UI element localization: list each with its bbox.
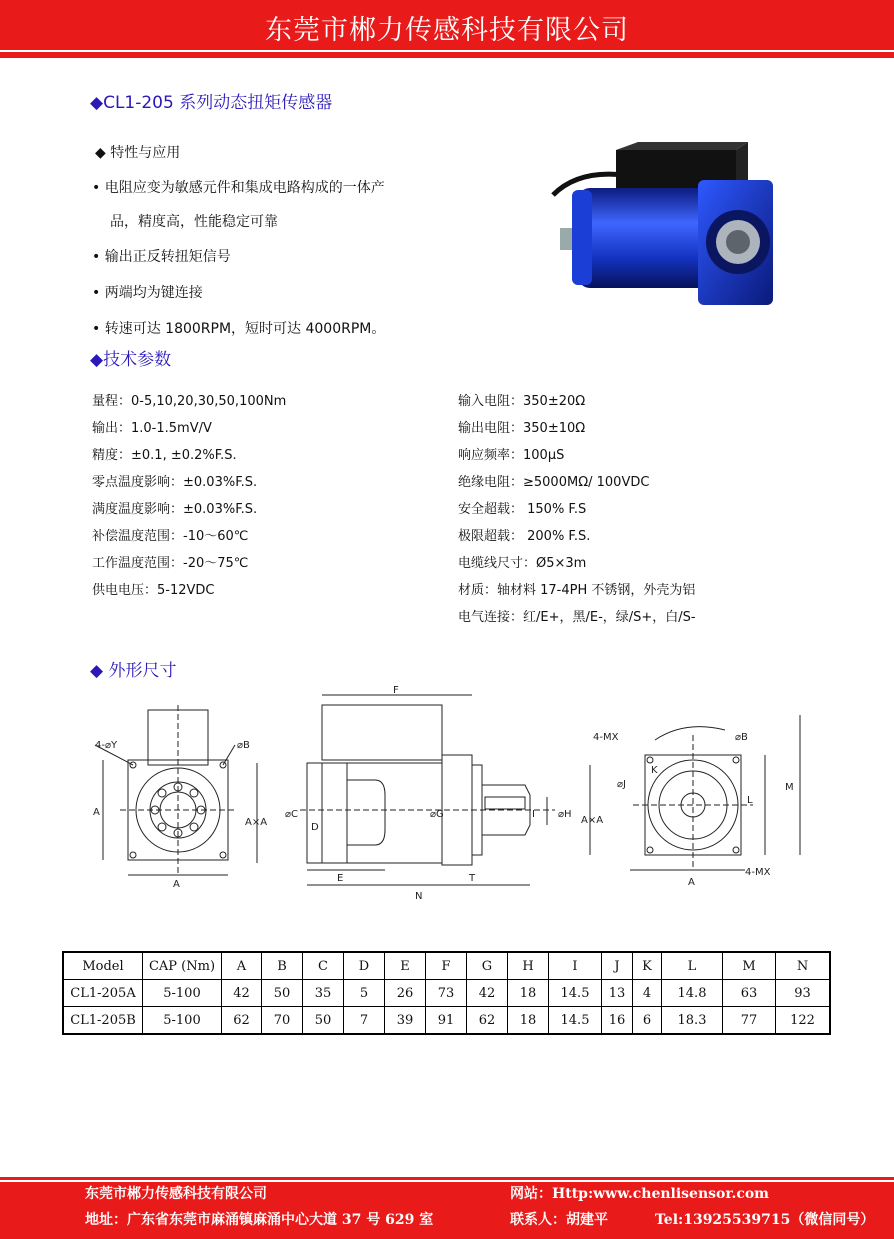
footer-company: 东莞市郴力传感科技有限公司 [85, 1186, 267, 1202]
spec-left: 工作温度范围：-20～75℃ [92, 556, 249, 571]
footer-tel: Tel:13925539715（微信同号） [655, 1212, 875, 1228]
tech-heading: ◆技术参数 [90, 350, 172, 370]
company-title: 东莞市郴力传感科技有限公司 [265, 15, 629, 46]
spec-left: 输出：1.0-1.5mV/V [92, 421, 212, 436]
table-header: N [776, 952, 831, 980]
footer-contact: 联系人：胡建平 [510, 1212, 608, 1228]
table-row [63, 1007, 830, 1035]
table-cell: 63 [723, 980, 776, 1007]
table-cell: 6 [633, 1007, 662, 1035]
table-cell: CL1-205B [63, 1007, 143, 1035]
table-cell: 73 [426, 980, 467, 1007]
table-cell: 18.3 [662, 1007, 723, 1035]
table-cell: 91 [426, 1007, 467, 1035]
footer-website[interactable]: 网站：Http:www.chenlisensor.com [510, 1186, 769, 1202]
spec-left: 量程：0-5,10,20,30,50,100Nm [92, 394, 287, 409]
label-a-right: A [688, 877, 695, 888]
feature-item: 品，精度高，性能稳定可靠 [110, 214, 278, 230]
spec-right: 输出电阻：350±10Ω [458, 421, 586, 436]
table-header: F [426, 952, 467, 980]
table-header: L [662, 952, 723, 980]
table-cell: 35 [303, 980, 344, 1007]
spec-right: 材质：轴材料 17-4PH 不锈钢，外壳为铝 [458, 583, 696, 598]
side-view [257, 695, 590, 885]
table-header: M [723, 952, 776, 980]
label-t: T [469, 873, 476, 884]
table-cell: 26 [385, 980, 426, 1007]
table-cell: 4 [633, 980, 662, 1007]
spec-left: 零点温度影响：±0.03%F.S. [92, 475, 258, 490]
table-header: E [385, 952, 426, 980]
outline-heading: ◆ 外形尺寸 [90, 661, 177, 681]
label-four-mx-bottom: 4-MX [745, 867, 771, 878]
table-cell: 7 [344, 1007, 385, 1035]
table-row [63, 980, 830, 1007]
page-header [0, 0, 894, 58]
spec-left: 满度温度影响：±0.03%F.S. [92, 502, 258, 517]
label-axa-right: A×A [581, 815, 604, 826]
table-header: G [467, 952, 508, 980]
front-view [95, 705, 235, 875]
label-a-bottom: A [173, 879, 180, 890]
flange-view [630, 715, 800, 870]
spec-right: 响应频率：100μS [458, 448, 565, 463]
table-cell: 77 [723, 1007, 776, 1035]
table-cell: 16 [602, 1007, 633, 1035]
table-cell: 39 [385, 1007, 426, 1035]
table-cell: 62 [222, 1007, 262, 1035]
spec-left: 补偿温度范围：-10～60℃ [92, 529, 249, 544]
sensor-photo [548, 140, 778, 310]
table-cell: 42 [222, 980, 262, 1007]
spec-right: 绝缘电阻：≥5000MΩ/ 100VDC [458, 475, 650, 490]
table-cell: 5-100 [143, 1007, 222, 1035]
table-header: J [602, 952, 633, 980]
label-e: E [337, 873, 344, 884]
label-d: D [311, 822, 319, 833]
spec-right: 输入电阻：350±20Ω [458, 394, 586, 409]
label-phi-b: ⌀B [237, 740, 250, 751]
label-n: N [415, 891, 423, 902]
dimension-drawing [85, 685, 815, 915]
table-cell: 5 [344, 980, 385, 1007]
spec-left: 精度：±0.1, ±0.2%F.S. [92, 448, 237, 463]
table-cell: 13 [602, 980, 633, 1007]
feature-item: • 电阻应变为敏感元件和集成电路构成的一体产 [92, 180, 385, 196]
label-i: I [532, 809, 535, 820]
label-four-y: 4-⌀Y [95, 740, 118, 751]
table-header: Model [63, 952, 143, 980]
label-phi-g: ⌀G [430, 809, 444, 820]
spec-left: 供电电压：5-12VDC [92, 583, 215, 598]
table-header-row [63, 952, 830, 980]
table-cell: 93 [776, 980, 831, 1007]
feature-item: • 两端均为键连接 [92, 285, 203, 301]
table-cell: 5-100 [143, 980, 222, 1007]
feature-item: • 输出正反转扭矩信号 [92, 249, 231, 265]
label-phi-h: ⌀H [558, 809, 572, 820]
label-m: M [785, 782, 794, 793]
table-header: CAP (Nm) [143, 952, 222, 980]
footer-address: 地址：广东省东莞市麻涌镇麻涌中心大道 37 号 629 室 [85, 1212, 434, 1228]
table-header: H [508, 952, 549, 980]
table-cell: 14.8 [662, 980, 723, 1007]
label-four-mx-top: 4-MX [593, 732, 619, 743]
spec-right: 极限超载： 200% F.S. [458, 529, 591, 544]
footer-rule [0, 1180, 894, 1182]
label-a-left: A [93, 807, 100, 818]
table-header: A [222, 952, 262, 980]
table-cell: 18 [508, 980, 549, 1007]
label-k: K [651, 765, 658, 776]
table-header: K [633, 952, 662, 980]
table-header: D [344, 952, 385, 980]
dimensions-table [62, 951, 831, 1035]
table-header: I [549, 952, 602, 980]
label-phi-b-right: ⌀B [735, 732, 748, 743]
table-header: C [303, 952, 344, 980]
table-cell: CL1-205A [63, 980, 143, 1007]
label-l: L [747, 795, 753, 806]
table-cell: 14.5 [549, 980, 602, 1007]
features-heading: ◆ 特性与应用 [95, 145, 181, 161]
table-cell: 18 [508, 1007, 549, 1035]
table-cell: 42 [467, 980, 508, 1007]
table-cell: 70 [262, 1007, 303, 1035]
spec-right: 电气连接：红/E+，黑/E-，绿/S+，白/S- [458, 610, 696, 625]
table-cell: 122 [776, 1007, 831, 1035]
spec-right: 安全超载： 150% F.S [458, 502, 587, 517]
label-phi-c: ⌀C [285, 809, 299, 820]
product-title: ◆CL1-205 系列动态扭矩传感器 [90, 93, 333, 113]
feature-item: • 转速可达 1800RPM，短时可达 4000RPM。 [92, 321, 386, 337]
table-cell: 50 [303, 1007, 344, 1035]
spec-right: 电缆线尺寸：Ø5×3m [458, 556, 587, 571]
label-axa-left: A×A [245, 817, 268, 828]
header-rule [0, 50, 894, 52]
label-f: F [393, 685, 399, 696]
label-phi-j: ⌀J [617, 779, 626, 790]
page-footer [0, 1177, 894, 1239]
table-cell: 50 [262, 980, 303, 1007]
table-cell: 62 [467, 1007, 508, 1035]
table-cell: 14.5 [549, 1007, 602, 1035]
table-header: B [262, 952, 303, 980]
